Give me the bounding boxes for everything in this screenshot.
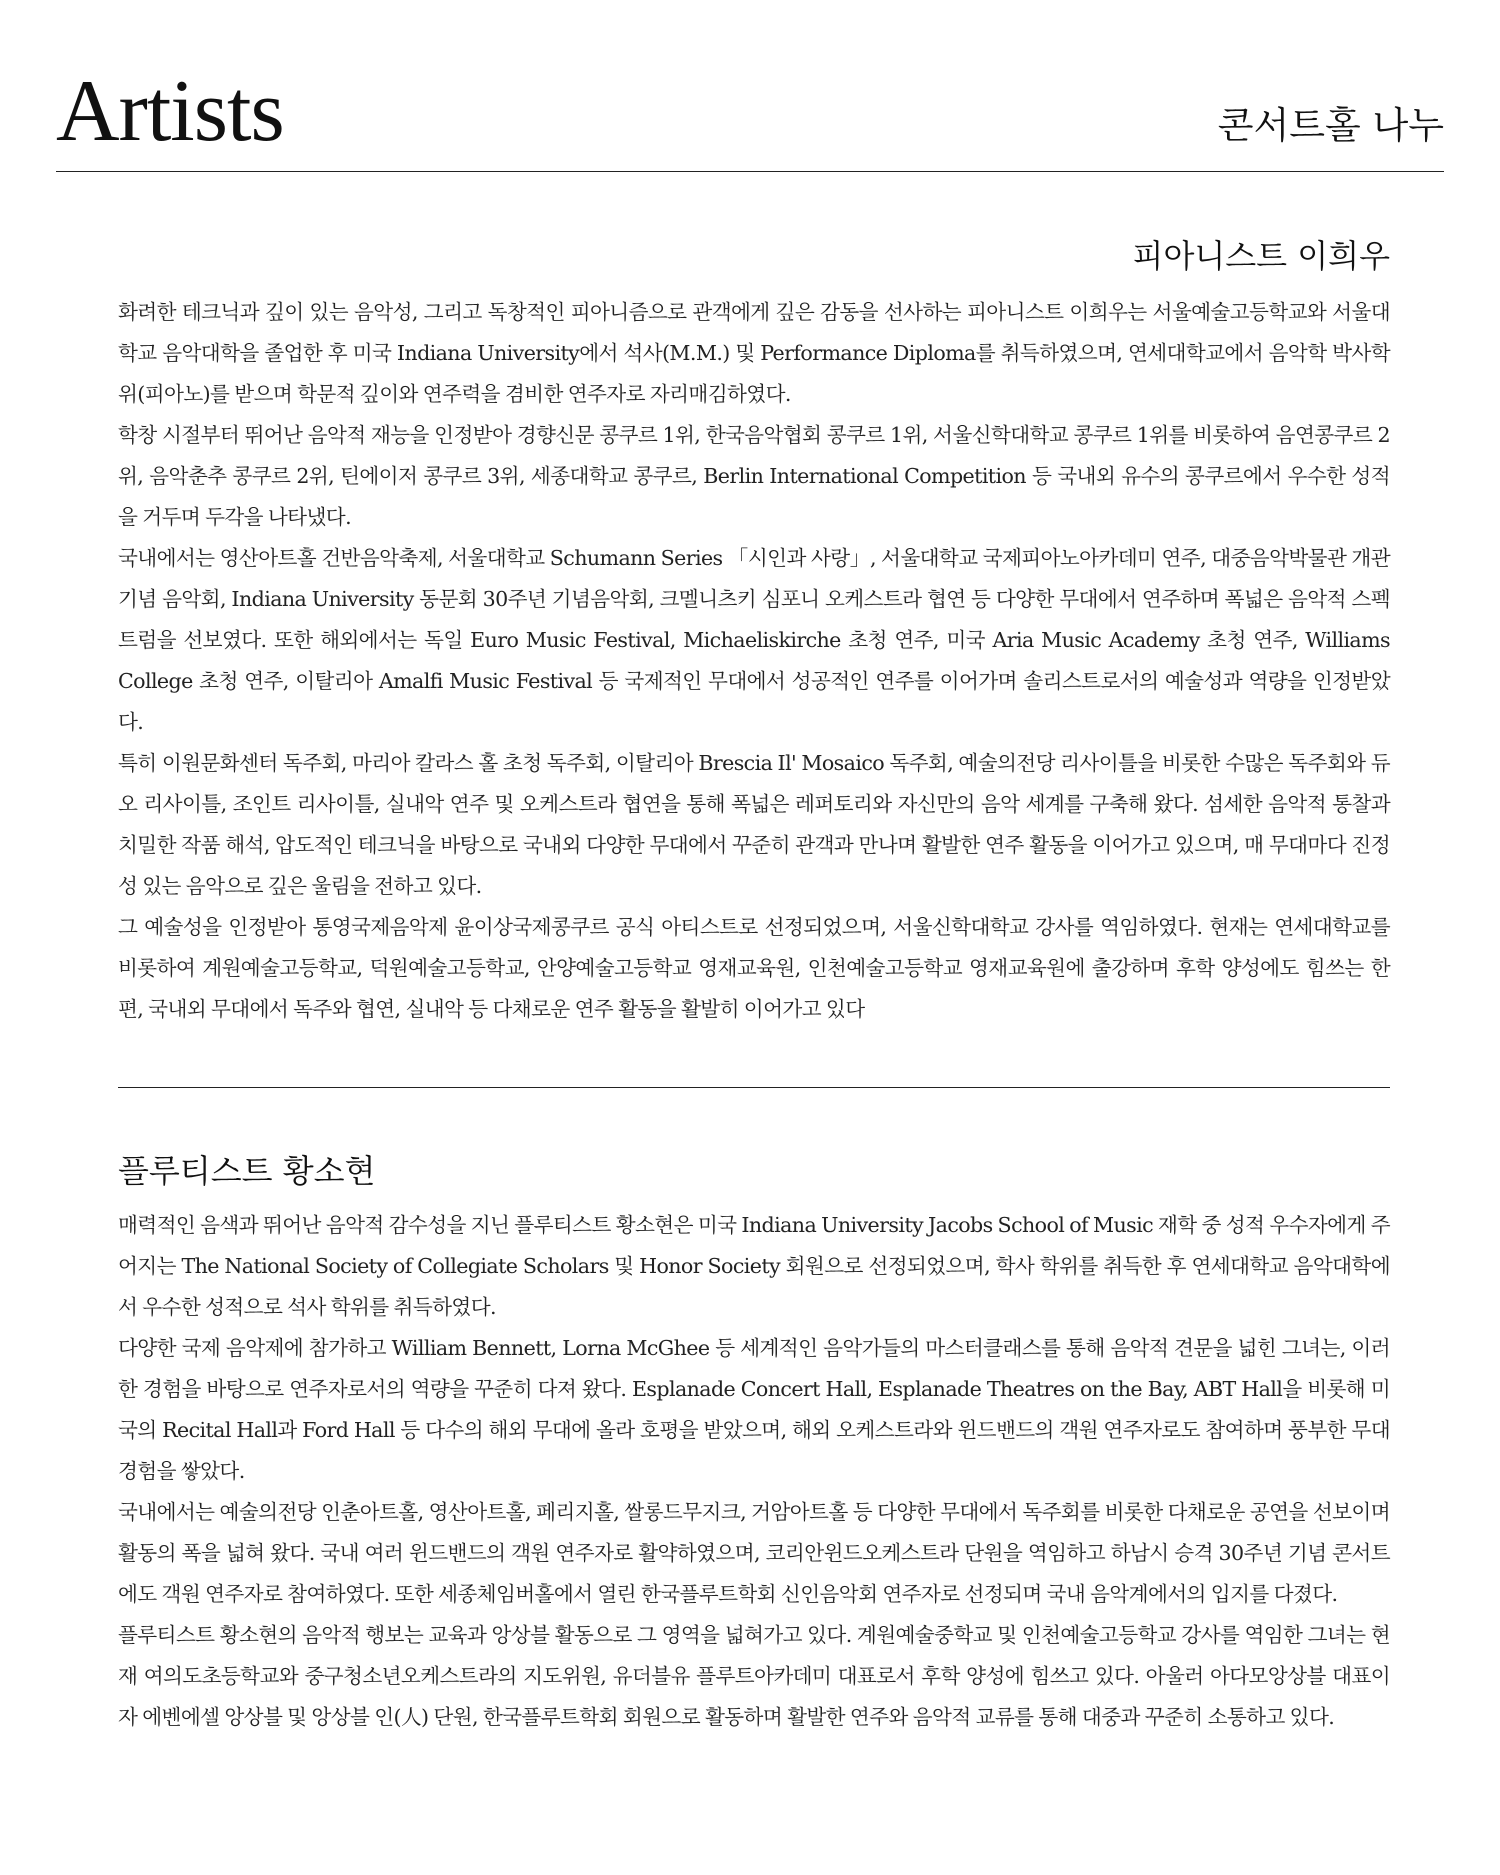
- bio-paragraph: 화려한 테크닉과 깊이 있는 음악성, 그리고 독창적인 피아니즘으로 관객에게 깊은 감동을 선사하는 피아니스트 이희우는 서울예술고등학교와 서울대학교 음악대학을 졸업한 후 미국 Indiana University에서 석사(M.M.) 및 Performance Diploma를 취득하였으며, 연세대학교에서 음악학 박사학위(피아노)를 받으며 학문적 깊이와 연주력을 겸비한 연주자로 자리매김하였다.: [118, 300, 1390, 406]
- bio-paragraph: 학창 시절부터 뛰어난 음악적 재능을 인정받아 경향신문 콩쿠르 1위, 한국음악협회 콩쿠르 1위, 서울신학대학교 콩쿠르 1위를 비롯하여 음연콩쿠르 2위, 음악춘추 콩쿠르 2위, 틴에이저 콩쿠르 3위, 세종대학교 콩쿠르, Berlin International Competition 등 국내외 유수의 콩쿠르에서 우수한 성적을 거두며 두각을 나타냈다.: [118, 423, 1390, 529]
- bio-paragraph: 매력적인 음색과 뛰어난 음악적 감수성을 지닌 플루티스트 황소현은 미국 Indiana University Jacobs School of Music 재학 중 성적 우수자에게 주어지는 The National Society of Collegiate Scholars 및 Honor Society 회원으로 선정되었으며, 학사 학위를 취득한 후 연세대학교 음악대학에서 우수한 성적으로 석사 학위를 취득하였다.: [118, 1213, 1390, 1319]
- artist-bio: [118, 1205, 1390, 1738]
- bio-paragraph: 특히 이원문화센터 독주회, 마리아 칼라스 홀 초청 독주회, 이탈리아 Brescia Il' Mosaico 독주회, 예술의전당 리사이틀을 비롯한 수많은 독주회와 듀오 리사이틀, 조인트 리사이틀, 실내악 연주 및 오케스트라 협연을 통해 폭넓은 레퍼토리와 자신만의 음악 세계를 구축해 왔다. 섬세한 음악적 통찰과 치밀한 작품 해석, 압도적인 테크닉을 바탕으로 국내외 다양한 무대에서 꾸준히 관객과 만나며 활발한 연주 활동을 이어가고 있으며, 매 무대마다 진정성 있는 음악으로 깊은 울림을 전하고 있다.: [118, 751, 1390, 898]
- bio-paragraph: 국내에서는 영산아트홀 건반음악축제, 서울대학교 Schumann Series 「시인과 사랑」, 서울대학교 국제피아노아카데미 연주, 대중음악박물관 개관기념 음악회, Indiana University 동문회 30주년 기념음악회, 크멜니츠키 심포니 오케스트라 협연 등 다양한 무대에서 연주하며 폭넓은 음악적 스펙트럼을 선보였다. 또한 해외에서는 독일 Euro Music Festival, Michaeliskirche 초청 연주, 미국 Aria Music Academy 초청 연주, Williams College 초청 연주, 이탈리아 Amalfi Music Festival 등 국제적인 무대에서 성공적인 연주를 이어가며 솔리스트로서의 예술성과 역량을 인정받았다.: [118, 546, 1390, 734]
- artist-section-flutist: [118, 1149, 1390, 1738]
- page-title: Artists: [56, 63, 284, 160]
- bio-paragraph: 국내에서는 예술의전당 인춘아트홀, 영산아트홀, 페리지홀, 쌀롱드무지크, 거암아트홀 등 다양한 무대에서 독주회를 비롯한 다채로운 공연을 선보이며 활동의 폭을 넓혀 왔다. 국내 여러 윈드밴드의 객원 연주자로 활약하였으며, 코리안윈드오케스트라 단원을 역임하고 하남시 승격 30주년 기념 콘서트에도 객원 연주자로 참여하였다. 또한 세종체임버홀에서 열린 한국플루트학회 신인음악회 연주자로 선정되며 국내 음악계에서의 입지를 다졌다.: [118, 1500, 1390, 1606]
- bio-paragraph: 그 예술성을 인정받아 통영국제음악제 윤이상국제콩쿠르 공식 아티스트로 선정되었으며, 서울신학대학교 강사를 역임하였다. 현재는 연세대학교를 비롯하여 계원예술고등학교, 덕원예술고등학교, 안양예술고등학교 영재교육원, 인천예술고등학교 영재교육원에 출강하며 후학 양성에도 힘쓰는 한편, 국내외 무대에서 독주와 협연, 실내악 등 다채로운 연주 활동을 활발히 이어가고 있다: [118, 915, 1390, 1021]
- artist-bio: [118, 292, 1390, 1030]
- artist-section-pianist: [118, 234, 1390, 1030]
- bio-paragraph: 다양한 국제 음악제에 참가하고 William Bennett, Lorna McGhee 등 세계적인 음악가들의 마스터클래스를 통해 음악적 견문을 넓힌 그녀는, 이러한 경험을 바탕으로 연주자로서의 역량을 꾸준히 다져 왔다. Esplanade Concert Hall, Esplanade Theatres on the Bay, ABT Hall을 비롯해 미국의 Recital Hall과 Ford Hall 등 다수의 해외 무대에 올라 호평을 받았으며, 해외 오케스트라와 윈드밴드의 객원 연주자로도 참여하며 풍부한 무대 경험을 쌓았다.: [118, 1336, 1390, 1483]
- artist-name: 피아니스트 이희우: [1132, 237, 1390, 275]
- venue-name: 콘서트홀 나누: [1217, 104, 1444, 147]
- header-divider: [56, 171, 1444, 172]
- bio-paragraph: 플루티스트 황소현의 음악적 행보는 교육과 앙상블 활동으로 그 영역을 넓혀가고 있다. 계원예술중학교 및 인천예술고등학교 강사를 역임한 그녀는 현재 여의도초등학교와 중구청소년오케스트라의 지도위원, 유더블유 플루트아카데미 대표로서 후학 양성에 힘쓰고 있다. 아울러 아다모앙상블 대표이자 에벤에셀 앙상블 및 앙상블 인(人) 단원, 한국플루트학회 회원으로 활동하며 활발한 연주와 음악적 교류를 통해 대중과 꾸준히 소통하고 있다.: [118, 1623, 1390, 1729]
- artist-name: 플루티스트 황소현: [118, 1152, 376, 1190]
- section-divider: [118, 1087, 1390, 1088]
